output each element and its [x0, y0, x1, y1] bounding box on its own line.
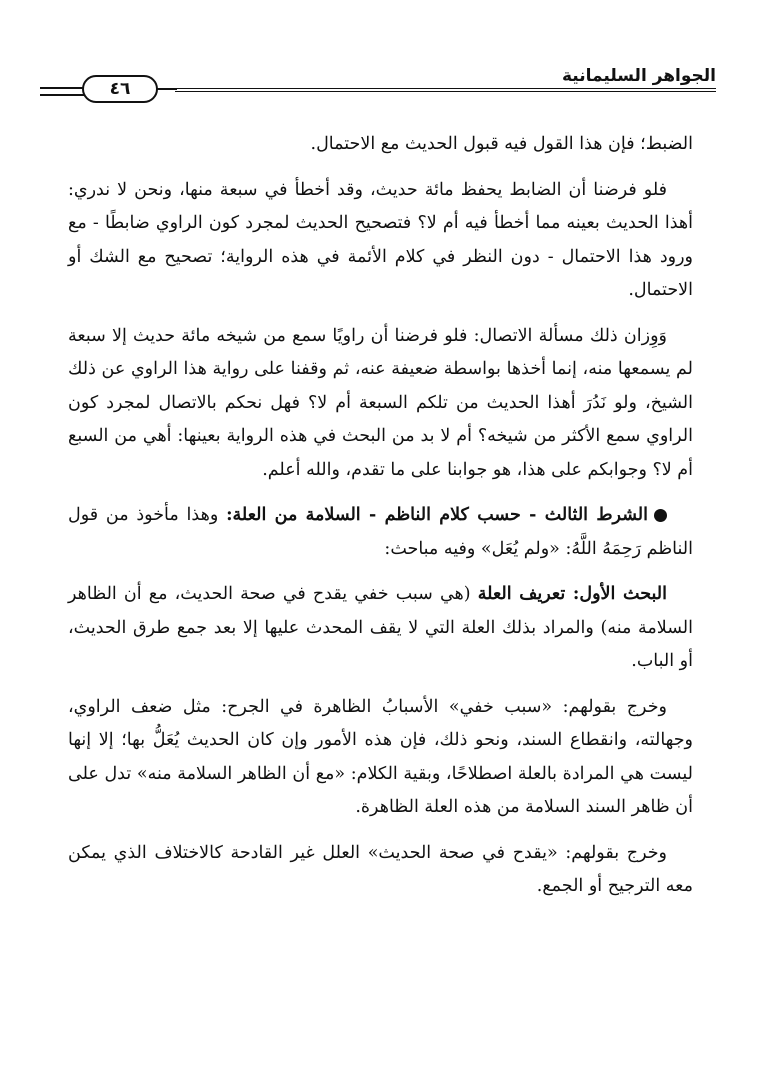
header-rule	[175, 88, 716, 92]
paragraph: وخرج بقولهم: «يقدح في صحة الحديث» العلل غير القادحة كالاختلاف الذي يمكن معه الترجيح أو الجمع.	[68, 842, 693, 896]
subsection-heading: البحث الأول: تعريف العلة	[477, 584, 667, 604]
section-heading: الشرط الثالث - حسب كلام الناظم - السلامة من العلة:	[226, 505, 648, 525]
page-body	[68, 128, 693, 916]
paragraph: الضبط؛ فإن هذا القول فيه قبول الحديث مع الاحتمال.	[310, 134, 693, 154]
paragraph: وَوِزان ذلك مسألة الاتصال: فلو فرضنا أن راويًا سمع من شيخه مائة حديث إلا سبعة لم يسمعها منه، إنما أخذها بواسطة ضعيفة عنه، ثم وقفنا على رواية هذا الراوي عن ذلك الشيخ، ولو نَدُرَ أهذا الحديث من تلكم السبعة أم لا؟ فهل نحكم بالاتصال لمجرد كون الراوي سمع الأكثر من شيخه؟ أم لا بد من البحث في هذه الرواية بعينها: أهي من السبع أم لا؟ وجوابكم على هذا، هو جوابنا على ما تقدم، والله أعلم.	[68, 325, 693, 480]
header-rule-connector	[157, 88, 177, 93]
paragraph-text: (هي سبب خفي يقدح في صحة الحديث، مع أن الظاهر السلامة منه) والمراد بذلك العلة التي لا يقف المحدث عليها إلا بعد جمع طرق الحديث، أو الباب.	[68, 584, 693, 671]
page-header	[40, 66, 716, 110]
page-number-badge	[82, 75, 158, 103]
header-rule-tail	[40, 87, 84, 96]
paragraph: وخرج بقولهم: «سبب خفي» الأسبابُ الظاهرة في الجرح: مثل ضعف الراوي، وجهالته، وانقطاع السند، ونحو ذلك، فإن هذه الأمور وإن كان الحديث يُعَلُّ بها؛ إلا إنها ليست هي المرادة بالعلة اصطلاحًا، وبقية الكلام: «مع أن الظاهر السلامة منه» تدل على أن ظاهر السند السلامة من هذه العلة الظاهرة.	[68, 696, 693, 817]
page-number: ٤٦	[109, 79, 131, 99]
paragraph-text: وهذا مأخوذ من قول الناظم رَحِمَهُ اللَّهُ: «ولم يُعَل» وفيه مباحث:	[68, 505, 693, 559]
paragraph: فلو فرضنا أن الضابط يحفظ مائة حديث، وقد أخطأ في سبعة منها، ونحن لا ندري: أهذا الحديث بعينه مما أخطأ فيه أم لا؟ فتصحيح الحديث لمجرد كون الراوي ضابطًا - مع ورود هذا الاحتمال - دون النظر في كلام الأئمة في هذه الرواية؛ تصحيح مع الشك أو الاحتمال.	[68, 179, 693, 300]
running-title: الجواهر السليمانية	[561, 66, 716, 86]
paragraph-condition-three	[68, 499, 693, 566]
paragraph-definition	[68, 578, 693, 679]
bullet-icon	[654, 509, 667, 522]
